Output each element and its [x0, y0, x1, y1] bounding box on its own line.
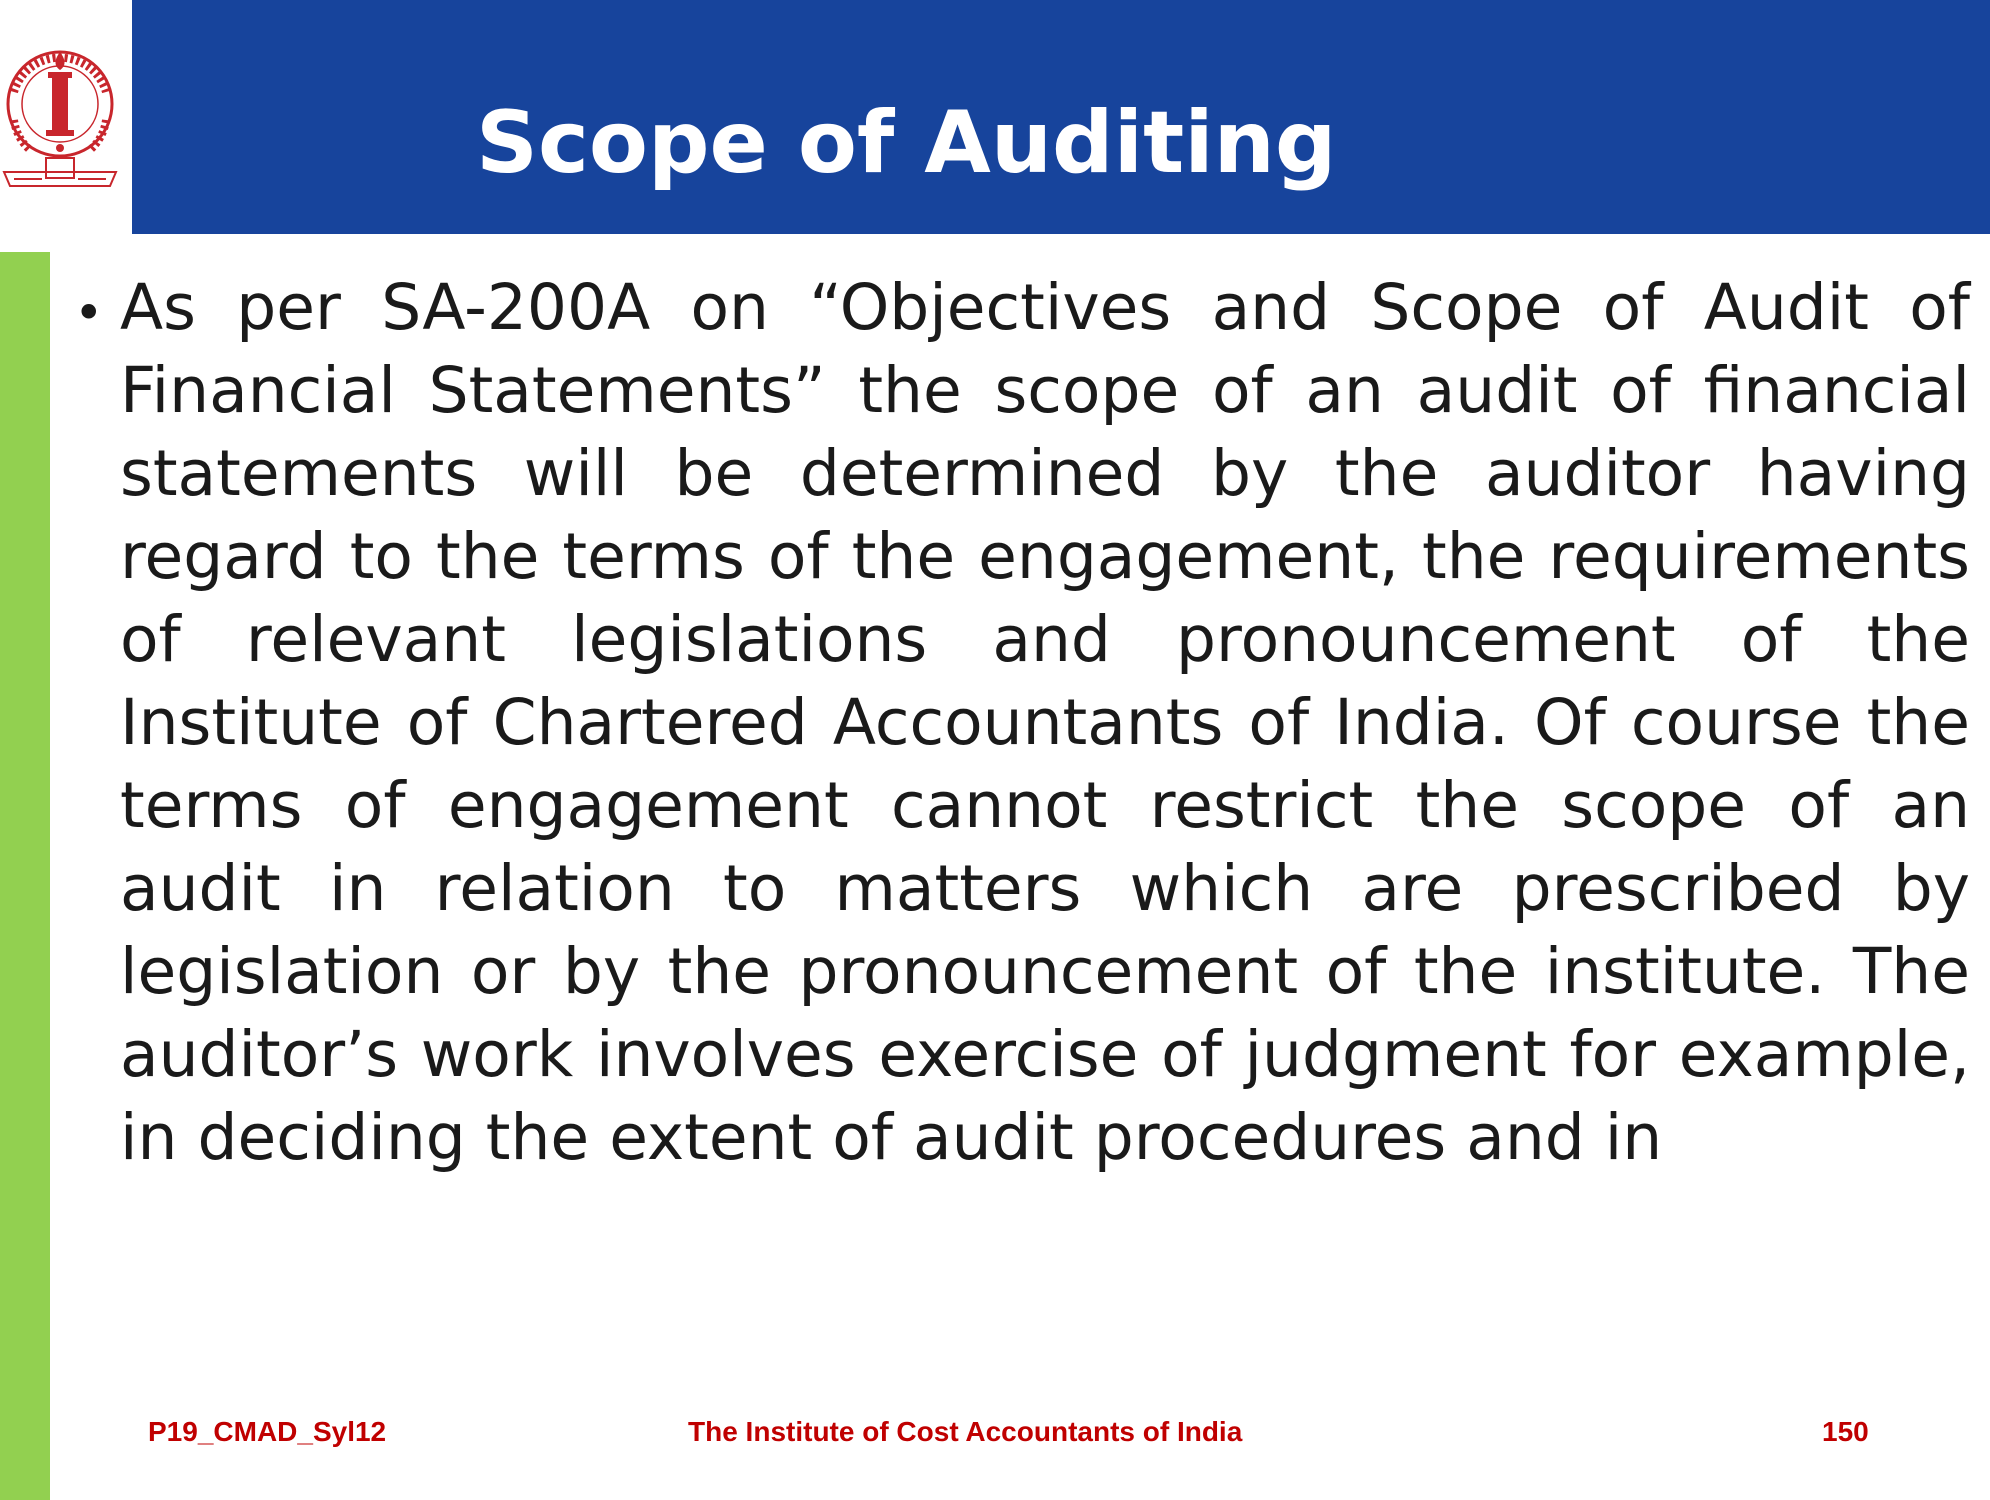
bullet-item: [70, 266, 1970, 1179]
side-accent-strip: [0, 252, 50, 1500]
header-bar: [132, 0, 1990, 234]
institute-logo: [0, 0, 132, 234]
bullet-marker-icon: •: [74, 284, 104, 342]
slide-title: Scope of Auditing: [476, 93, 1337, 193]
bullet-text: As per SA-200A on “Objectives and Scope of Audit of Financial Statements” the scope of an audit of financial statements will be determined by the auditor having regard to the terms of the engagement, the requirements of relevant legislations and pronouncement of the Institute of Chartered Accountants of India. Of course the terms of engagement cannot restrict the scope of an audit in relation to matters which are prescribed by legislation or by the pronouncement of the institute. The auditor’s work involves exercise of judgment for example, in deciding the extent of audit procedures and in: [120, 271, 1970, 1174]
institute-logo-icon: [0, 0, 132, 234]
footer-course-code: P19_CMAD_Syl12: [148, 1416, 387, 1447]
slide-body: [70, 266, 1970, 1179]
footer-page-number: 150: [1822, 1416, 1869, 1447]
footer-institute-name: The Institute of Cost Accountants of India: [688, 1416, 1243, 1447]
